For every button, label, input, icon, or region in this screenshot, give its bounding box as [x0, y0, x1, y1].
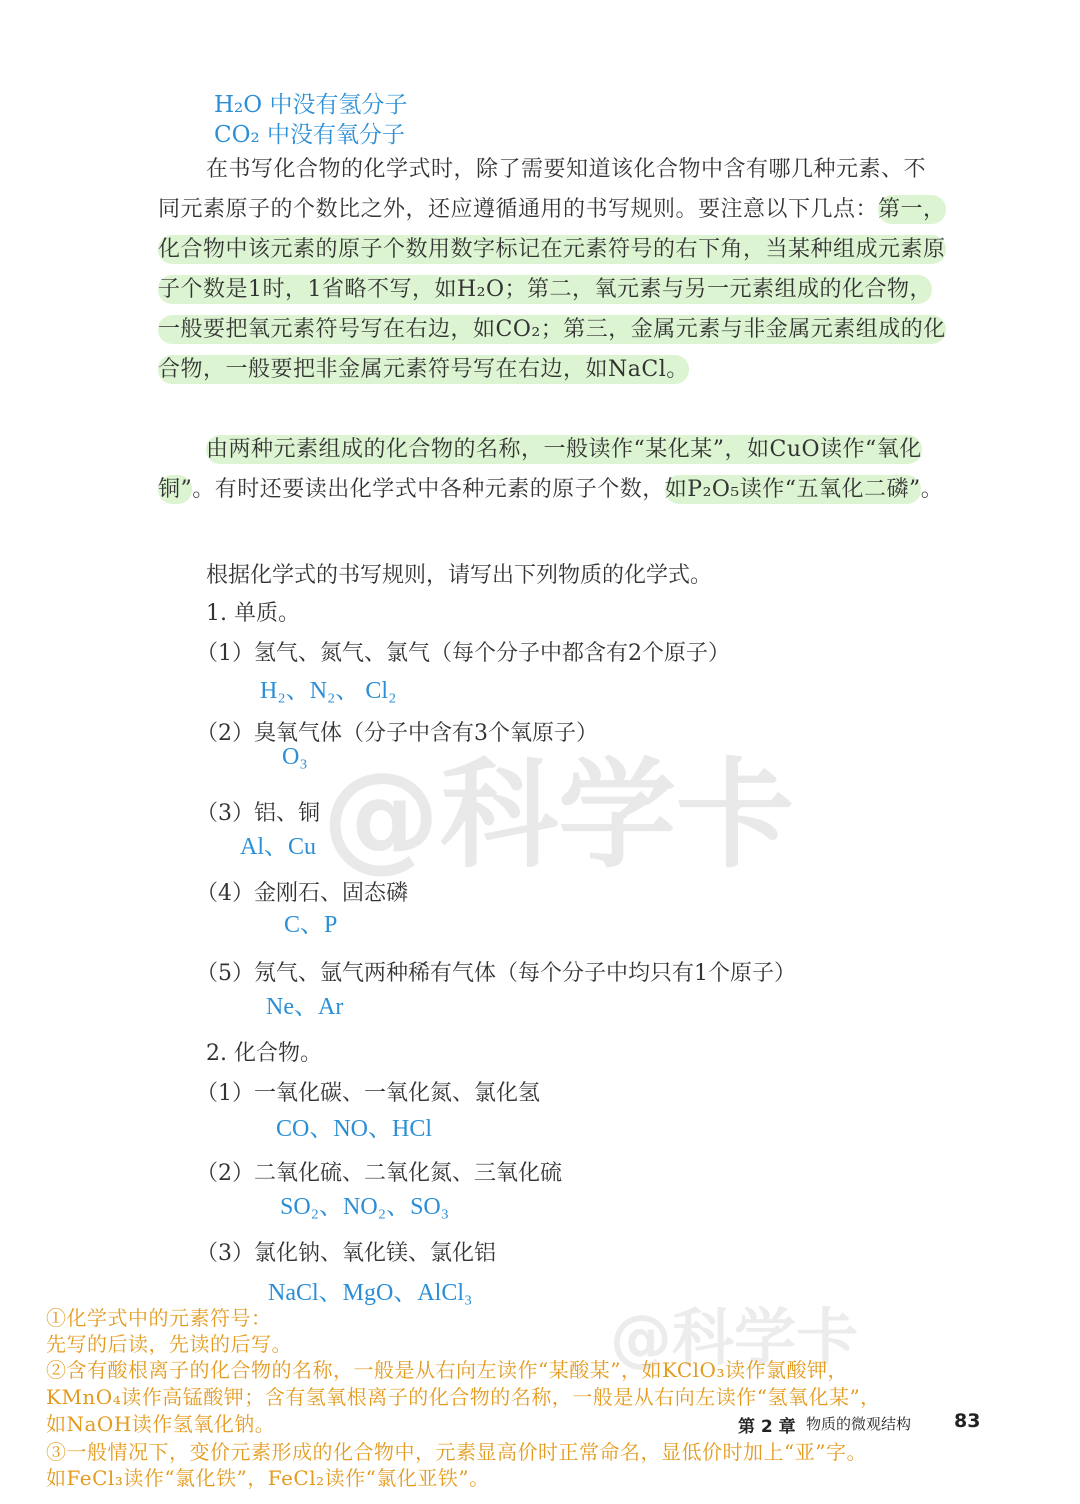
question-6: （1）一氧化碳、一氧化氮、氯化氢 — [196, 1081, 540, 1106]
question-4: （4）金刚石、固态磷 — [196, 881, 408, 906]
answer-4: C、P — [284, 912, 338, 938]
answer-1: H₂、N₂、 Cl₂ — [260, 678, 397, 704]
handnote-line-5: 如NaOH读作氢氧化钠。 — [46, 1412, 276, 1436]
answer-2: O₃ — [282, 744, 308, 770]
paragraph-naming-mid: 。有时还要读出化学式中各种元素的原子个数， — [192, 477, 665, 502]
footer-chapter-title: 物质的微观结构 — [806, 1415, 912, 1433]
paragraph-naming-end: 。 — [920, 477, 944, 502]
question-8: （3）氯化钠、氧化镁、氯化铝 — [196, 1241, 496, 1266]
note-co2: CO₂ 中没有氧分子 — [214, 122, 405, 148]
handnote-line-6: ③一般情况下，变价元素形成的化合物中，元素显高价时正常命名，显低价时加上“亚”字。 — [46, 1440, 867, 1464]
highlight-rules: 第一，化合物中该元素的原子个数用数字标记在元素符号的右下角，当某种组成元素原子个数是1时，1省略不写，如H₂O；第二，氧元素与另一元素组成的化合物，一般要把氧元素符号写在右边，如CO₂；第三，金属元素与非金属元素组成的化合物，一般要把非金属元素符号写在右边，如NaCl。 — [158, 197, 946, 382]
answer-6: CO、NO、HCl — [276, 1116, 433, 1142]
section-compounds: 2. 化合物。 — [206, 1041, 322, 1066]
question-2: （2）臭氧气体（分子中含有3个氧原子） — [196, 721, 598, 746]
question-7: （2）二氧化硫、二氧化氮、三氧化硫 — [196, 1161, 562, 1186]
paragraph-intro: 在书写化合物的化学式时，除了需要知道该化合物中含有哪几种元素、不同元素原子的个数比之外，还应遵循通用的书写规则。要注意以下几点： — [158, 157, 927, 222]
question-5: （5）氖气、氩气两种稀有气体（每个分子中均只有1个原子） — [196, 961, 796, 986]
answer-5: Ne、Ar — [266, 994, 344, 1020]
handnote-line-7: 如FeCl₃读作“氯化铁”，FeCl₂读作“氯化亚铁”。 — [46, 1466, 490, 1490]
handnote-line-1: ①化学式中的元素符号： — [46, 1306, 272, 1330]
answer-8: NaCl、MgO、AlCl₃ — [268, 1280, 473, 1306]
highlight-naming: 由两种元素组成的化合物的名称，一般读作“某化某”，如CuO读作“氧化铜” — [158, 437, 922, 502]
exercise-intro: 根据化学式的书写规则，请写出下列物质的化学式。 — [206, 563, 713, 588]
note-h2o: H₂O 中没有氢分子 — [214, 92, 408, 118]
answer-7: SO₂、NO₂、SO₃ — [280, 1194, 450, 1220]
watermark-large: @科学卡 — [322, 746, 795, 884]
highlight-p2o5: 如P₂O₅读作“五氧化二磷” — [664, 477, 921, 502]
watermark-small: @科学卡 — [610, 1301, 859, 1374]
question-1: （1）氢气、氮气、氯气（每个分子中都含有2个原子） — [196, 641, 730, 666]
handnote-line-3: ②含有酸根离子的化合物的名称，一般是从右向左读作“某酸某”，如KClO₃读作氯酸钾， — [46, 1358, 848, 1382]
handnote-line-2: 先写的后读，先读的后写。 — [46, 1332, 292, 1356]
answer-3: Al、Cu — [240, 834, 317, 860]
handnote-line-4: KMnO₄读作高锰酸钾；含有氢氧根离子的化合物的名称，一般是从右向左读作“氢氧化某”， — [46, 1385, 881, 1409]
footer-chapter: 第 2 章 — [738, 1417, 796, 1437]
page-number: 83 — [954, 1410, 981, 1432]
paragraph-writing-rules — [158, 150, 948, 390]
paragraph-naming — [158, 430, 948, 510]
question-3: （3）铝、铜 — [196, 801, 320, 826]
section-elements: 1. 单质。 — [206, 601, 300, 626]
